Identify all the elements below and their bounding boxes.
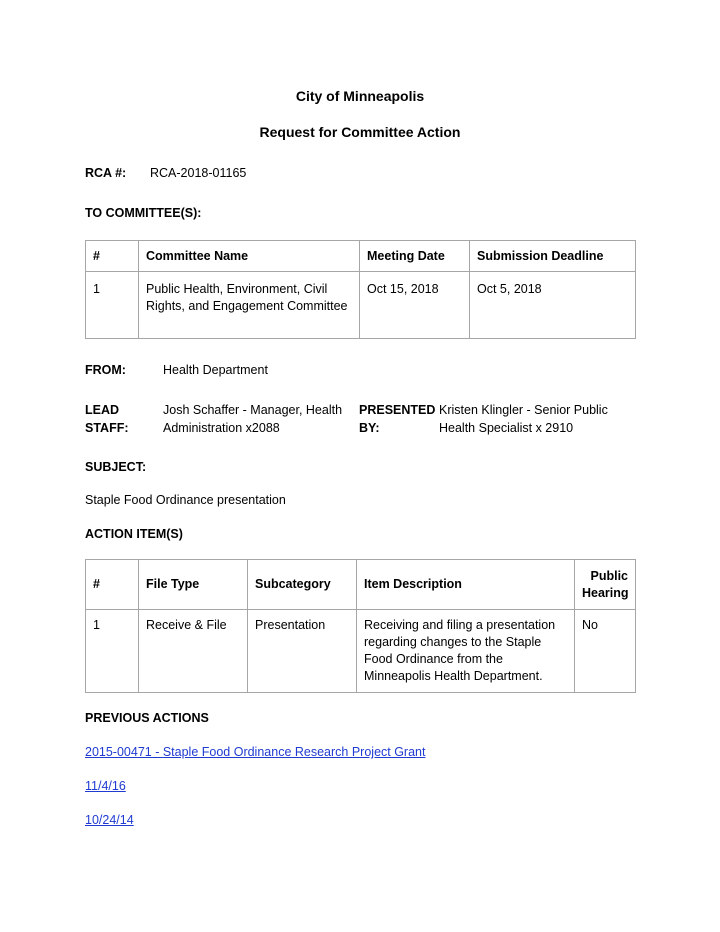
- table-cell: 1: [86, 272, 139, 339]
- table-cell: Receive & File: [139, 610, 248, 693]
- previous-action-item: [85, 813, 134, 827]
- previous-action-link[interactable]: 11/4/16: [85, 779, 126, 793]
- table-cell: 1: [86, 610, 139, 693]
- previous-action-link[interactable]: 2015-00471 - Staple Food Ordinance Research Project Grant: [85, 745, 426, 759]
- column-header: Item Description: [357, 560, 575, 610]
- table-row: [86, 610, 636, 693]
- column-header: Meeting Date: [360, 241, 470, 272]
- lead-staff-value-line: Josh Schaffer - Manager, Health: [163, 403, 343, 417]
- from-label: FROM:: [85, 363, 126, 377]
- document-subtitle: Request for Committee Action: [259, 124, 461, 140]
- subject-label: SUBJECT:: [85, 460, 147, 474]
- table-row: [86, 272, 636, 339]
- rca-number: RCA-2018-01165: [150, 166, 247, 180]
- presented-by-value: [439, 401, 608, 437]
- column-header: #: [86, 241, 139, 272]
- rca-label: RCA #:: [85, 166, 127, 180]
- action-items-label: ACTION ITEM(S): [85, 527, 183, 541]
- presented-by-value-line: Kristen Klingler - Senior Public: [439, 403, 608, 417]
- lead-staff-label-line: STAFF:: [85, 421, 129, 435]
- action-table-header: [86, 560, 636, 610]
- table-cell: Receiving and filing a presentation regarding changes to the Staple Food Ordinance from the Minneapolis Health Department.: [357, 610, 575, 693]
- previous-action-link[interactable]: 10/24/14: [85, 813, 134, 827]
- presented-by-label-line: PRESENTED: [359, 403, 436, 417]
- table-cell: No: [575, 610, 636, 693]
- column-header: Submission Deadline: [470, 241, 636, 272]
- committee-table: [85, 240, 636, 339]
- table-cell: Public Health, Environment, Civil Rights, and Engagement Committee: [139, 272, 360, 339]
- column-header: Committee Name: [139, 241, 360, 272]
- column-header: File Type: [139, 560, 248, 610]
- lead-staff-value-line: Administration x2088: [163, 421, 280, 435]
- presented-by-label-line: BY:: [359, 421, 380, 435]
- previous-action-item: [85, 779, 126, 793]
- column-header: Public Hearing: [575, 560, 636, 610]
- from-value: Health Department: [163, 363, 268, 377]
- lead-staff-value: [163, 401, 342, 437]
- subject-value: Staple Food Ordinance presentation: [85, 493, 286, 507]
- committee-table-header: [86, 241, 636, 272]
- document-title: City of Minneapolis: [295, 88, 425, 104]
- table-cell: Oct 5, 2018: [470, 272, 636, 339]
- action-items-table: [85, 559, 636, 693]
- presented-by-label: [359, 401, 435, 437]
- column-header: #: [86, 560, 139, 610]
- lead-staff-label-line: LEAD: [85, 403, 120, 417]
- table-cell: Presentation: [248, 610, 357, 693]
- lead-staff-label: [85, 401, 129, 437]
- previous-actions-label: PREVIOUS ACTIONS: [85, 711, 209, 725]
- previous-action-item: [85, 745, 425, 759]
- column-header: Subcategory: [248, 560, 357, 610]
- table-cell: Oct 15, 2018: [360, 272, 470, 339]
- to-committee-label: TO COMMITTEE(S):: [85, 206, 202, 220]
- presented-by-value-line: Health Specialist x 2910: [439, 421, 574, 435]
